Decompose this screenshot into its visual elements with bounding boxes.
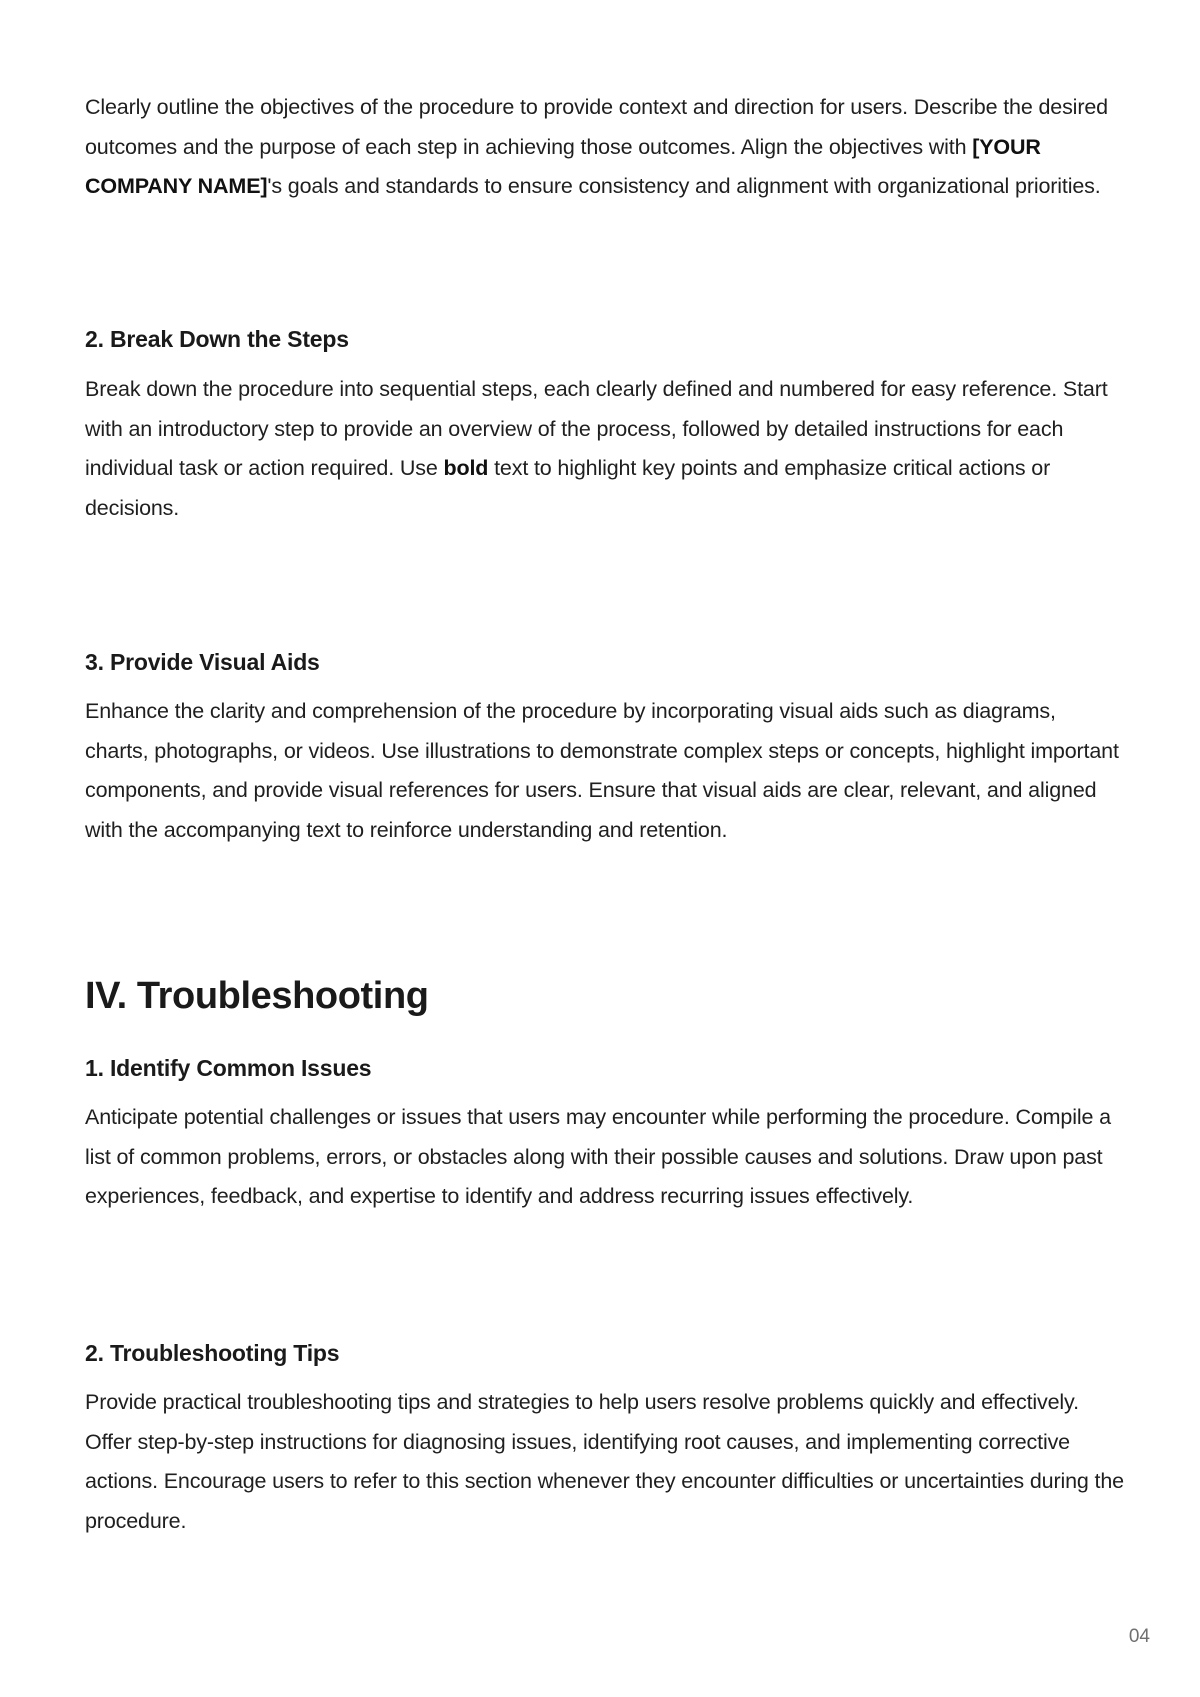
troubleshooting-tips-section [85,1340,1125,1367]
step-3-body [85,692,1125,850]
step-2-text-start: Break down the procedure into sequential steps, each clearly defined and numbered for easy reference. Start with an introductory step to provide an overview of the process, followed by detailed instructions for each individual task or action required. Use [85,377,1108,480]
troubleshooting-section [85,975,1125,1018]
troubleshooting-title: IV. Troubleshooting [85,975,429,1017]
step-2-paragraph [85,370,1125,528]
company-name-placeholder: [YOUR COMPANY NAME] [85,134,1041,198]
step-3-section [85,649,1125,676]
identify-issues-heading: 1. Identify Common Issues [85,1055,372,1081]
objectives-text-end: 's goals and standards to ensure consistency and alignment with organizational priorities. [267,174,1101,198]
step-2-heading: 2. Break Down the Steps [85,326,349,352]
step-2-section [85,326,1125,353]
step-2-body [85,370,1125,528]
objectives-text-start: Clearly outline the objectives of the procedure to provide context and direction for users. Describe the desired outcomes and the purpose of each step in achieving those outcomes. Align the objectives with [85,95,1108,159]
page-number: 04 [1128,1626,1150,1647]
troubleshooting-tips-heading: 2. Troubleshooting Tips [85,1340,340,1366]
step-2-text-end: text to highlight key points and emphasize critical actions or decisions. [85,456,1051,520]
objectives-paragraph [85,88,1125,207]
identify-issues-body [85,1098,1125,1217]
step-3-heading: 3. Provide Visual Aids [85,649,320,675]
troubleshooting-tips-paragraph: Provide practical troubleshooting tips and strategies to help users resolve problems quickly and effectively. Offer step-by-step instructions for diagnosing issues, identifying root causes, and implementing corrective actions. Encourage users to refer to this section whenever they encounter difficulties or uncertainties during the procedure. [85,1390,1124,1533]
objectives-paragraph-block [85,88,1125,207]
troubleshooting-tips-body [85,1383,1125,1541]
identify-issues-section [85,1055,1125,1082]
identify-issues-paragraph: Anticipate potential challenges or issues that users may encounter while performing the procedure. Compile a list of common problems, errors, or obstacles along with their possible causes and solutions. Draw upon past experiences, feedback, and expertise to identify and address recurring issues effectively. [85,1105,1111,1208]
bold-emphasis: bold [443,456,489,480]
step-3-paragraph: Enhance the clarity and comprehension of the procedure by incorporating visual aids such as diagrams, charts, photographs, or videos. Use illustrations to demonstrate complex steps or concepts, highlight important components, and provide visual references for users. Ensure that visual aids are clear, relevant, and aligned with the accompanying text to reinforce understanding and retention. [85,699,1119,842]
